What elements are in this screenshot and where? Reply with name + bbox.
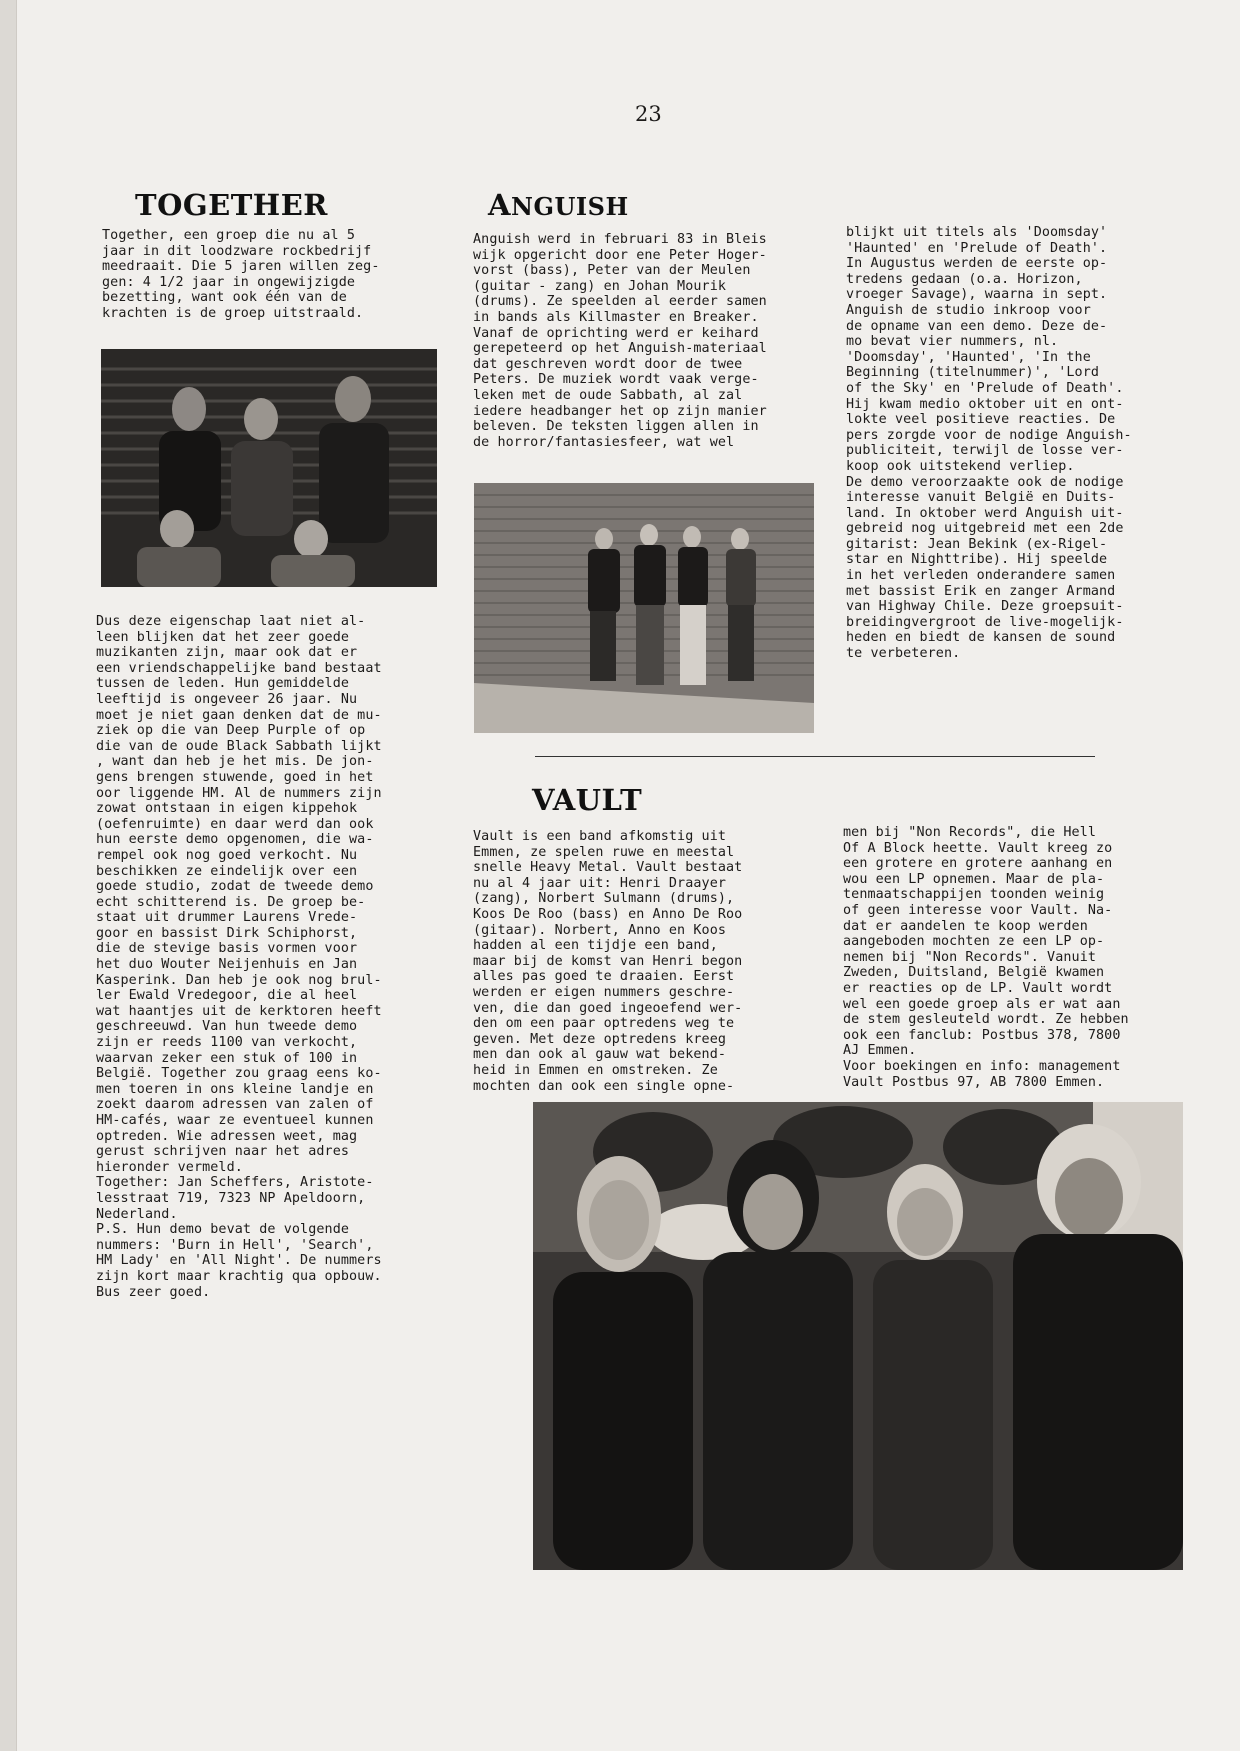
vault-text-column-2: men bij "Non Records", die Hell Of A Block heette. Vault kreeg zo een grotere en grotere aanhang en wou een LP opnemen. Maar de pla- tenmaatschappijen toonden weinig of geen interesse voor Vault. Na- dat er aandelen te koop werden aangeboden mochten ze een LP op- nemen bij "Non Records". Vanuit Zweden, Duitsland, België kwamen er reacties op de LP. Vault wordt wel een goede groep als er wat aan de stem gesleuteld wordt. Ze hebben ook een fanclub: Postbus 378, 7800 AJ Emmen. Voor boekingen en info: management Vault Postbus 97, AB 7800 Emmen. — [843, 825, 1129, 1090]
vault-band-photo — [533, 1102, 1183, 1570]
together-heading: TOGETHER — [135, 188, 328, 222]
together-intro-text: Together, een groep die nu al 5 jaar in dit loodzware rockbedrijf meedraait. Die 5 jaren willen zeg- gen: 4 1/2 jaar in ongewijzigde bezetting, want ook één van de krachten is de groep uitstraald. — [102, 228, 380, 321]
anguish-text-column-2: blijkt uit titels als 'Doomsday' 'Haunted' en 'Prelude of Death'. In Augustus werden de eerste op- tredens gedaan (o.a. Horizon, vroeger Savage), waarna in sept. Anguish de studio inkroop voor de opname van een demo. Deze de- mo bevat vier nummers, nl. 'Doomsday', 'Haunted', 'In the Beginning (titelnummer)', 'Lord of the Sky' en 'Prelude of Death'. Hij kwam medio oktober uit en ont- lokte veel positieve reacties. De pers zorgde voor de nodige Anguish- publiciteit, terwijl de losse ver- koop ook uitstekend verliep. De demo veroorzaakte ook de nodige interesse vanuit België en Duits- land. In oktober werd Anguish uit- gebreid nog uitgebreid met een 2de gitarist: Jean Bekink (ex-Rigel- star en Nighttribe). Hij speelde in het verleden onderandere samen met bassist Erik en zanger Armand van Highway Chile. Deze groepsuit- breidingvergroot de live-mogelijk- heden en biedt de kansen de sound te verbeteren. — [846, 225, 1132, 662]
anguish-band-photo — [474, 483, 814, 733]
together-band-photo — [101, 349, 437, 587]
anguish-heading: ANGUISH — [488, 188, 629, 222]
section-divider — [535, 756, 1095, 757]
page-binding-edge — [0, 0, 17, 1751]
together-body-text: Dus deze eigenschap laat niet al- leen blijken dat het zeer goede muzikanten zijn, maar ook dat er een vriendschappelijke band bestaat tussen de leden. Hun gemiddelde leeftijd is ongeveer 26 jaar. Nu moet je niet gaan denken dat de mu- ziek op die van Deep Purple of op die van de oude Black Sabbath lijkt , want dan heb je het mis. De jon- gens brengen stuwende, goed in het oor liggende HM. Al de nummers zijn zowat ontstaan in eigen kippehok (oefenruimte) en daar werd dan ook hun eerste demo opgenomen, die wa- rempel ook nog goed verkocht. Nu beschikken ze eindelijk over een goede studio, zodat de tweede demo echt schitterend is. De groep be- staat uit drummer Laurens Vrede- goor en bassist Dirk Schiphorst, die de stevige basis vormen voor het duo Wouter Neijenhuis en Jan Kasperink. Dan heb je ook nog brul- ler Ewald Vredegoor, die al heel wat haantjes uit de kerktoren heeft geschreeuwd. Van hun tweede demo zijn er reeds 1100 van verkocht, waarvan zeker een stuk of 100 in België. Together zou graag eens ko- men toeren in ons kleine landje en zoekt daarom adressen van zalen of HM-cafés, waar ze eventueel kunnen optreden. Wie adressen weet, mag gerust schrijven naar het adres hieronder vermeld. Together: Jan Scheffers, Aristote- lesstraat 719, 7323 NP Apeldoorn, Nederland. P.S. Hun demo bevat de volgende nummers: 'Burn in Hell', 'Search', HM Lady' en 'All Night'. De nummers zijn kort maar krachtig qua opbouw. Bus zeer goed. — [96, 614, 382, 1300]
vault-heading: VAULT — [532, 783, 643, 817]
page-number: 23 — [635, 102, 662, 126]
vault-text-column-1: Vault is een band afkomstig uit Emmen, ze spelen ruwe en meestal snelle Heavy Metal. Vault bestaat nu al 4 jaar uit: Henri Draayer (zang), Norbert Sulmann (drums), Koos De Roo (bass) en Anno De Roo (gitaar). Norbert, Anno en Koos hadden al een tijdje een band, maar bij de komst van Henri begon alles pas goed te draaien. Eerst werden er eigen nummers geschre- ven, die dan goed ingeoefend wer- den om een paar optredens weg te geven. Met deze optredens kreeg men dan ook al gauw wat bekend- heid in Emmen en omstreken. Ze mochten dan ook een single opne- — [473, 829, 743, 1094]
anguish-text-column-1: Anguish werd in februari 83 in Bleis wijk opgericht door ene Peter Hoger- vorst (bass), Peter van der Meulen (guitar - zang) en Johan Mourik (drums). Ze speelden al eerder samen in bands als Killmaster en Breaker. Vanaf de oprichting werd er keihard gerepeteerd op het Anguish-materiaal dat geschreven wordt door de twee Peters. De muziek wordt vaak verge- leken met de oude Sabbath, al zal iedere headbanger het op zijn manier beleven. De teksten liggen allen in de horror/fantasiesfeer, wat wel — [473, 232, 767, 450]
